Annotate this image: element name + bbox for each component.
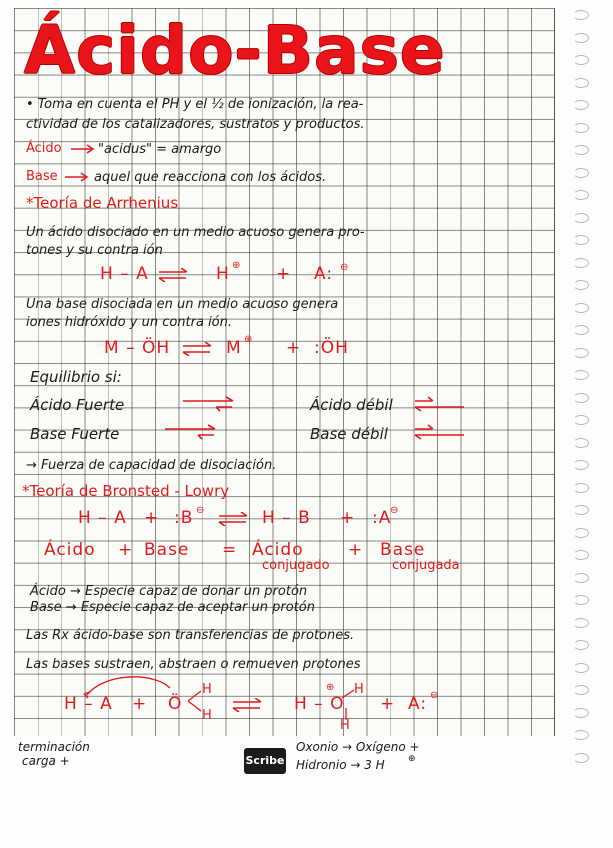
bronsted-acid: H – A — [78, 508, 127, 528]
footer-oxonio: Oxonio → Oxígeno + — [296, 740, 420, 754]
binding-ring — [573, 280, 589, 290]
charge-minus-icon: ⊖ — [430, 690, 439, 701]
binding-ring — [573, 618, 589, 628]
arrhenius-base-line-1: Una base disociada en un medio acuoso genera — [26, 297, 339, 312]
binding-ring — [573, 685, 589, 695]
fuerza-note: → Fuerza de capacidad de disociación. — [26, 458, 277, 473]
intro-line-1: • Toma en cuenta el PH y el ½ de ionización, la rea- — [26, 97, 364, 112]
arrhenius-proton: H — [216, 264, 230, 284]
binding-ring — [573, 370, 589, 380]
binding-ring — [573, 303, 589, 313]
equilibrio-label: Equilibrio si: — [30, 368, 122, 386]
binding-ring — [573, 190, 589, 200]
intro-line-2: ctividad de los catalizadores, sustratos y productos. — [26, 117, 365, 132]
final-plus-2: + — [380, 694, 396, 714]
binding-ring — [573, 258, 589, 268]
equilibrium-arrow-icon — [218, 512, 248, 526]
arrhenius-acid-reactant: H – A — [100, 264, 149, 284]
weak-equilibrium-arrow-icon — [414, 424, 466, 440]
footer-hidronio: Hidronio → 3 H — [296, 758, 385, 772]
arrhenius-acid-line-2: tones y su contra ión — [26, 243, 163, 258]
bond-line-icon — [340, 688, 356, 700]
binding-ring — [573, 505, 589, 515]
base-definition: aquel que reacciona con los ácidos. — [94, 170, 327, 185]
acido-label: Ácido — [26, 141, 62, 156]
binding-ring — [573, 640, 589, 650]
binding-ring — [573, 235, 589, 245]
binding-ring — [573, 145, 589, 155]
final-h-top: H — [202, 682, 212, 697]
charge-plus-icon: ⊕ — [326, 682, 335, 693]
binding-ring — [573, 78, 589, 88]
label-equals: = — [222, 540, 238, 560]
bond-lines-icon — [186, 688, 204, 714]
charge-minus-icon: ⊖ — [390, 505, 399, 516]
charge-plus-icon: ⊕ — [232, 260, 241, 271]
arrhenius-metal: M — [226, 338, 242, 358]
bronsted-plus-1: + — [144, 508, 160, 528]
equilibrium-arrow-icon — [182, 342, 212, 356]
equilibrium-arrow-icon — [158, 268, 188, 282]
arrow-right-icon — [64, 172, 90, 182]
label-conjugada: conjugada — [392, 558, 460, 573]
equilibrium-arrow-icon — [232, 698, 262, 712]
binding-ring — [573, 550, 589, 560]
acido-definition: "acidus" = amargo — [98, 142, 222, 157]
binding-ring — [573, 33, 589, 43]
binding-ring — [573, 415, 589, 425]
arrhenius-base-reactant: M – ÖH — [104, 338, 171, 358]
binding-ring — [573, 10, 589, 20]
binding-ring — [573, 55, 589, 65]
acido-debil-label: Ácido débil — [310, 396, 393, 414]
final-conj-base: A: — [408, 694, 428, 714]
bases-note: Las bases sustraen, abstraen o remueven protones — [26, 657, 361, 672]
binding-ring — [573, 168, 589, 178]
final-plus-1: + — [132, 694, 148, 714]
binding-ring — [573, 753, 589, 763]
base-debil-label: Base débil — [310, 425, 388, 443]
def-acido: Ácido → Especie capaz de donar un protón — [30, 584, 308, 599]
bronsted-conj-acid: H – B — [262, 508, 311, 528]
final-oxygen: Ö — [168, 694, 183, 714]
binding-ring — [573, 528, 589, 538]
strong-equilibrium-arrow-icon — [164, 424, 216, 440]
rx-note: Las Rx ácido-base son transferencias de protones. — [26, 628, 355, 643]
base-label: Base — [26, 169, 58, 184]
final-hydronium: H – O — [294, 694, 345, 714]
charge-minus-icon: ⊖ — [196, 505, 205, 516]
binding-ring — [573, 708, 589, 718]
strong-equilibrium-arrow-icon — [182, 396, 234, 412]
label-plus-2: + — [348, 540, 364, 560]
binding-ring — [573, 348, 589, 358]
charge-minus-icon: ⊖ — [340, 262, 349, 273]
charge-plus-icon: ⊕ — [244, 334, 253, 345]
def-base: Base → Especie capaz de aceptar un protón — [30, 600, 315, 615]
arrhenius-base-plus: + — [286, 338, 302, 358]
label-plus-1: + — [118, 540, 134, 560]
arrhenius-plus: + — [276, 264, 292, 284]
weak-equilibrium-arrow-icon — [414, 396, 466, 412]
final-acid: H – A — [64, 694, 113, 714]
binding-ring — [573, 483, 589, 493]
final-h-down: H — [340, 718, 350, 733]
charge-plus-icon: ⊕ — [408, 754, 416, 764]
base-fuerte-label: Base Fuerte — [30, 425, 120, 443]
label-conjugado: conjugado — [262, 558, 330, 573]
label-base-conj: Base — [380, 540, 426, 560]
final-h-right: H — [354, 682, 364, 697]
page-title: Ácido-Base — [24, 12, 446, 89]
label-acido: Ácido — [44, 540, 96, 560]
bronsted-plus-2: + — [340, 508, 356, 528]
acido-fuerte-label: Ácido Fuerte — [30, 396, 125, 414]
binding-ring — [573, 460, 589, 470]
binding-ring — [573, 100, 589, 110]
footer-terminacion: terminación — [18, 740, 90, 754]
binding-ring — [573, 663, 589, 673]
arrow-right-icon — [70, 144, 96, 154]
scribe-logo: Scribe — [244, 748, 286, 774]
binding-ring — [573, 730, 589, 740]
arrhenius-acid-line-1: Un ácido disociado en un medio acuoso genera pro- — [26, 225, 365, 240]
binding-ring — [573, 573, 589, 583]
binding-ring — [573, 213, 589, 223]
binding-ring — [573, 325, 589, 335]
spiral-binding — [573, 10, 595, 790]
final-h-bottom: H — [202, 708, 212, 723]
bronsted-conj-base: :A — [372, 508, 392, 528]
arrhenius-heading: *Teoría de Arrhenius — [26, 194, 179, 212]
arrhenius-conjugate: A: — [314, 264, 334, 284]
label-acido-conj: Ácido — [252, 540, 304, 560]
bronsted-heading: *Teoría de Bronsted - Lowry — [22, 482, 230, 500]
bronsted-base: :B — [174, 508, 194, 528]
binding-ring — [573, 438, 589, 448]
binding-ring — [573, 123, 589, 133]
arrhenius-base-line-2: iones hidróxido y un contra ión. — [26, 315, 233, 330]
binding-ring — [573, 595, 589, 605]
label-base: Base — [144, 540, 190, 560]
arrhenius-hydroxide: :ÖH — [314, 338, 349, 358]
binding-ring — [573, 393, 589, 403]
footer-carga: carga + — [22, 754, 70, 768]
